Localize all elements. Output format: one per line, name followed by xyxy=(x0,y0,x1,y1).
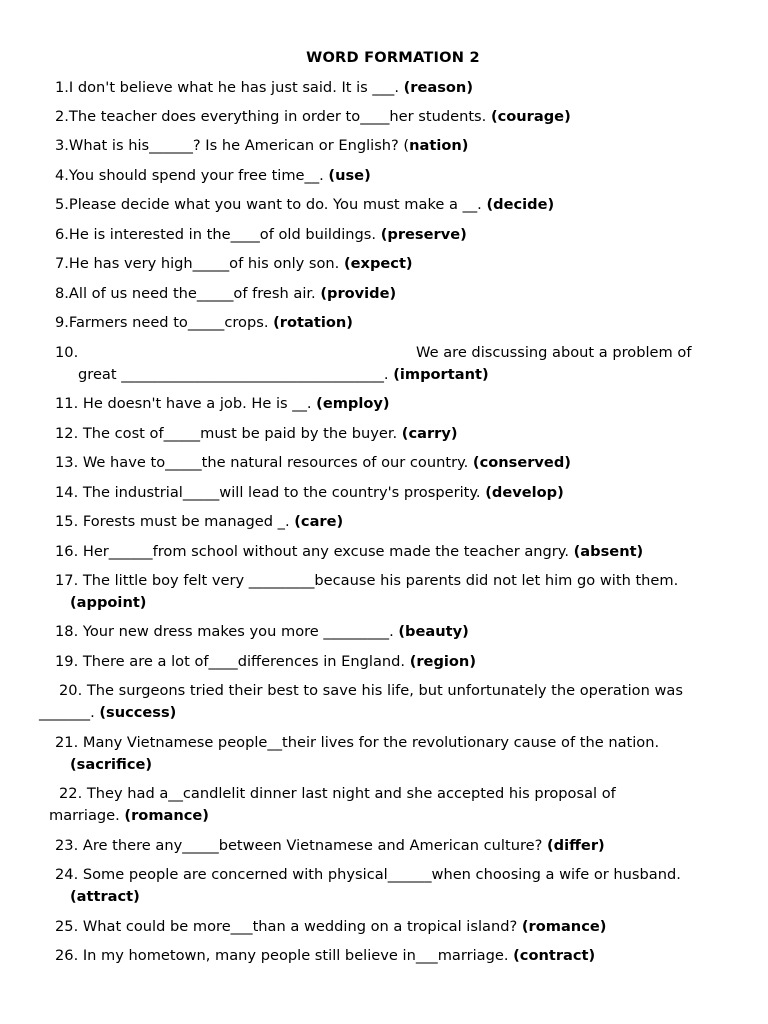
question-text: _______. xyxy=(39,704,95,721)
question-text: We are discussing about a problem of xyxy=(416,344,692,361)
question-text: 9.Farmers need to_____crops. xyxy=(55,314,269,331)
question-item xyxy=(70,592,146,614)
question-text: 17. The little boy felt very _________because his parents did not let him go with them. xyxy=(55,572,679,589)
question-text: 13. We have to_____the natural resources of our country. xyxy=(55,454,469,471)
question-item xyxy=(55,165,371,187)
document-title: WORD FORMATION 2 xyxy=(306,49,480,66)
question-hint: (carry) xyxy=(401,425,458,442)
question-hint: (conserved) xyxy=(472,454,571,471)
question-hint: (rotation) xyxy=(273,314,353,331)
question-hint: (beauty) xyxy=(398,623,469,640)
question-hint: (courage) xyxy=(490,108,571,125)
question-text: 26. In my hometown, many people still believe in___marriage. xyxy=(55,947,509,964)
question-text: 15. Forests must be managed _. xyxy=(55,513,290,530)
question-item xyxy=(55,945,595,967)
question-hint: (romance) xyxy=(521,918,607,935)
question-text: 5.Please decide what you want to do. You must make a __. xyxy=(55,196,482,213)
question-text: 12. The cost of_____must be paid by the buyer. xyxy=(55,425,398,442)
question-text: 4.You should spend your free time__. xyxy=(55,167,324,184)
question-hint: (use) xyxy=(328,167,371,184)
question-hint: (important) xyxy=(393,366,489,383)
question-item xyxy=(55,393,390,415)
question-item xyxy=(55,194,554,216)
question-hint: (region) xyxy=(409,653,476,670)
question-hint: (success) xyxy=(99,704,177,721)
question-text: 18. Your new dress makes you more _________. xyxy=(55,623,394,640)
question-hint: (decide) xyxy=(486,196,555,213)
question-hint: (contract) xyxy=(513,947,596,964)
question-item xyxy=(55,77,473,99)
question-hint: nation) xyxy=(409,137,469,154)
question-hint: (romance) xyxy=(124,807,209,824)
question-text: 8.All of us need the_____of fresh air. xyxy=(55,285,316,302)
question-item xyxy=(55,511,343,533)
question-hint: (attract) xyxy=(70,888,140,905)
question-text: 7.He has very high_____of his only son. xyxy=(55,255,340,272)
question-text: 21. Many Vietnamese people__their lives for the revolutionary cause of the nation. xyxy=(55,734,660,751)
question-hint: (differ) xyxy=(546,837,605,854)
question-hint: (absent) xyxy=(573,543,644,560)
question-text: 24. Some people are concerned with physical______when choosing a wife or husband. xyxy=(55,866,681,883)
question-text: 14. The industrial_____will lead to the country's prosperity. xyxy=(55,484,481,501)
question-text: 11. He doesn't have a job. He is __. xyxy=(55,395,312,412)
question-hint: (expect) xyxy=(343,255,413,272)
question-text: 22. They had a__candlelit dinner last night and she accepted his proposal of xyxy=(59,785,616,802)
question-item xyxy=(55,106,571,128)
question-item xyxy=(55,253,413,275)
question-text: 1.I don't believe what he has just said. It is ___. xyxy=(55,79,399,96)
question-hint: (appoint) xyxy=(70,594,147,611)
question-item xyxy=(55,452,571,474)
question-item xyxy=(55,916,606,938)
question-item xyxy=(55,835,605,857)
question-item xyxy=(55,224,467,246)
question-text: great ____________________________________. xyxy=(78,366,389,383)
question-hint: (reason) xyxy=(403,79,473,96)
question-text: 23. Are there any_____between Vietnamese and American culture? xyxy=(55,837,543,854)
question-item xyxy=(70,754,152,776)
question-hint: (preserve) xyxy=(380,226,467,243)
question-item xyxy=(55,651,476,673)
question-hint: (sacrifice) xyxy=(70,756,153,773)
question-text: marriage. xyxy=(49,807,120,824)
question-text: 6.He is interested in the____of old buildings. xyxy=(55,226,377,243)
question-text: 3.What is his______? Is he American or English? ( xyxy=(55,137,410,154)
question-text: 25. What could be more___than a wedding on a tropical island? xyxy=(55,918,518,935)
question-item xyxy=(55,135,468,157)
question-item xyxy=(55,312,353,334)
question-text: 20. The surgeons tried their best to save his life, but unfortunately the operation was xyxy=(59,682,683,699)
question-item xyxy=(49,805,209,827)
question-item xyxy=(55,423,458,445)
question-hint: (develop) xyxy=(485,484,564,501)
question-text: 2.The teacher does everything in order to____her students. xyxy=(55,108,487,125)
question-item xyxy=(55,283,396,305)
question-item xyxy=(55,621,469,643)
question-hint: (provide) xyxy=(320,285,397,302)
question-item xyxy=(78,364,489,386)
question-text: 19. There are a lot of____differences in England. xyxy=(55,653,406,670)
question-item xyxy=(55,541,643,563)
question-number: 10. xyxy=(55,344,79,361)
question-item xyxy=(70,886,140,908)
question-hint: (employ) xyxy=(316,395,390,412)
question-text: 16. Her______from school without any excuse made the teacher angry. xyxy=(55,543,569,560)
question-hint: (care) xyxy=(294,513,344,530)
question-item xyxy=(55,482,564,504)
question-item xyxy=(39,702,176,724)
